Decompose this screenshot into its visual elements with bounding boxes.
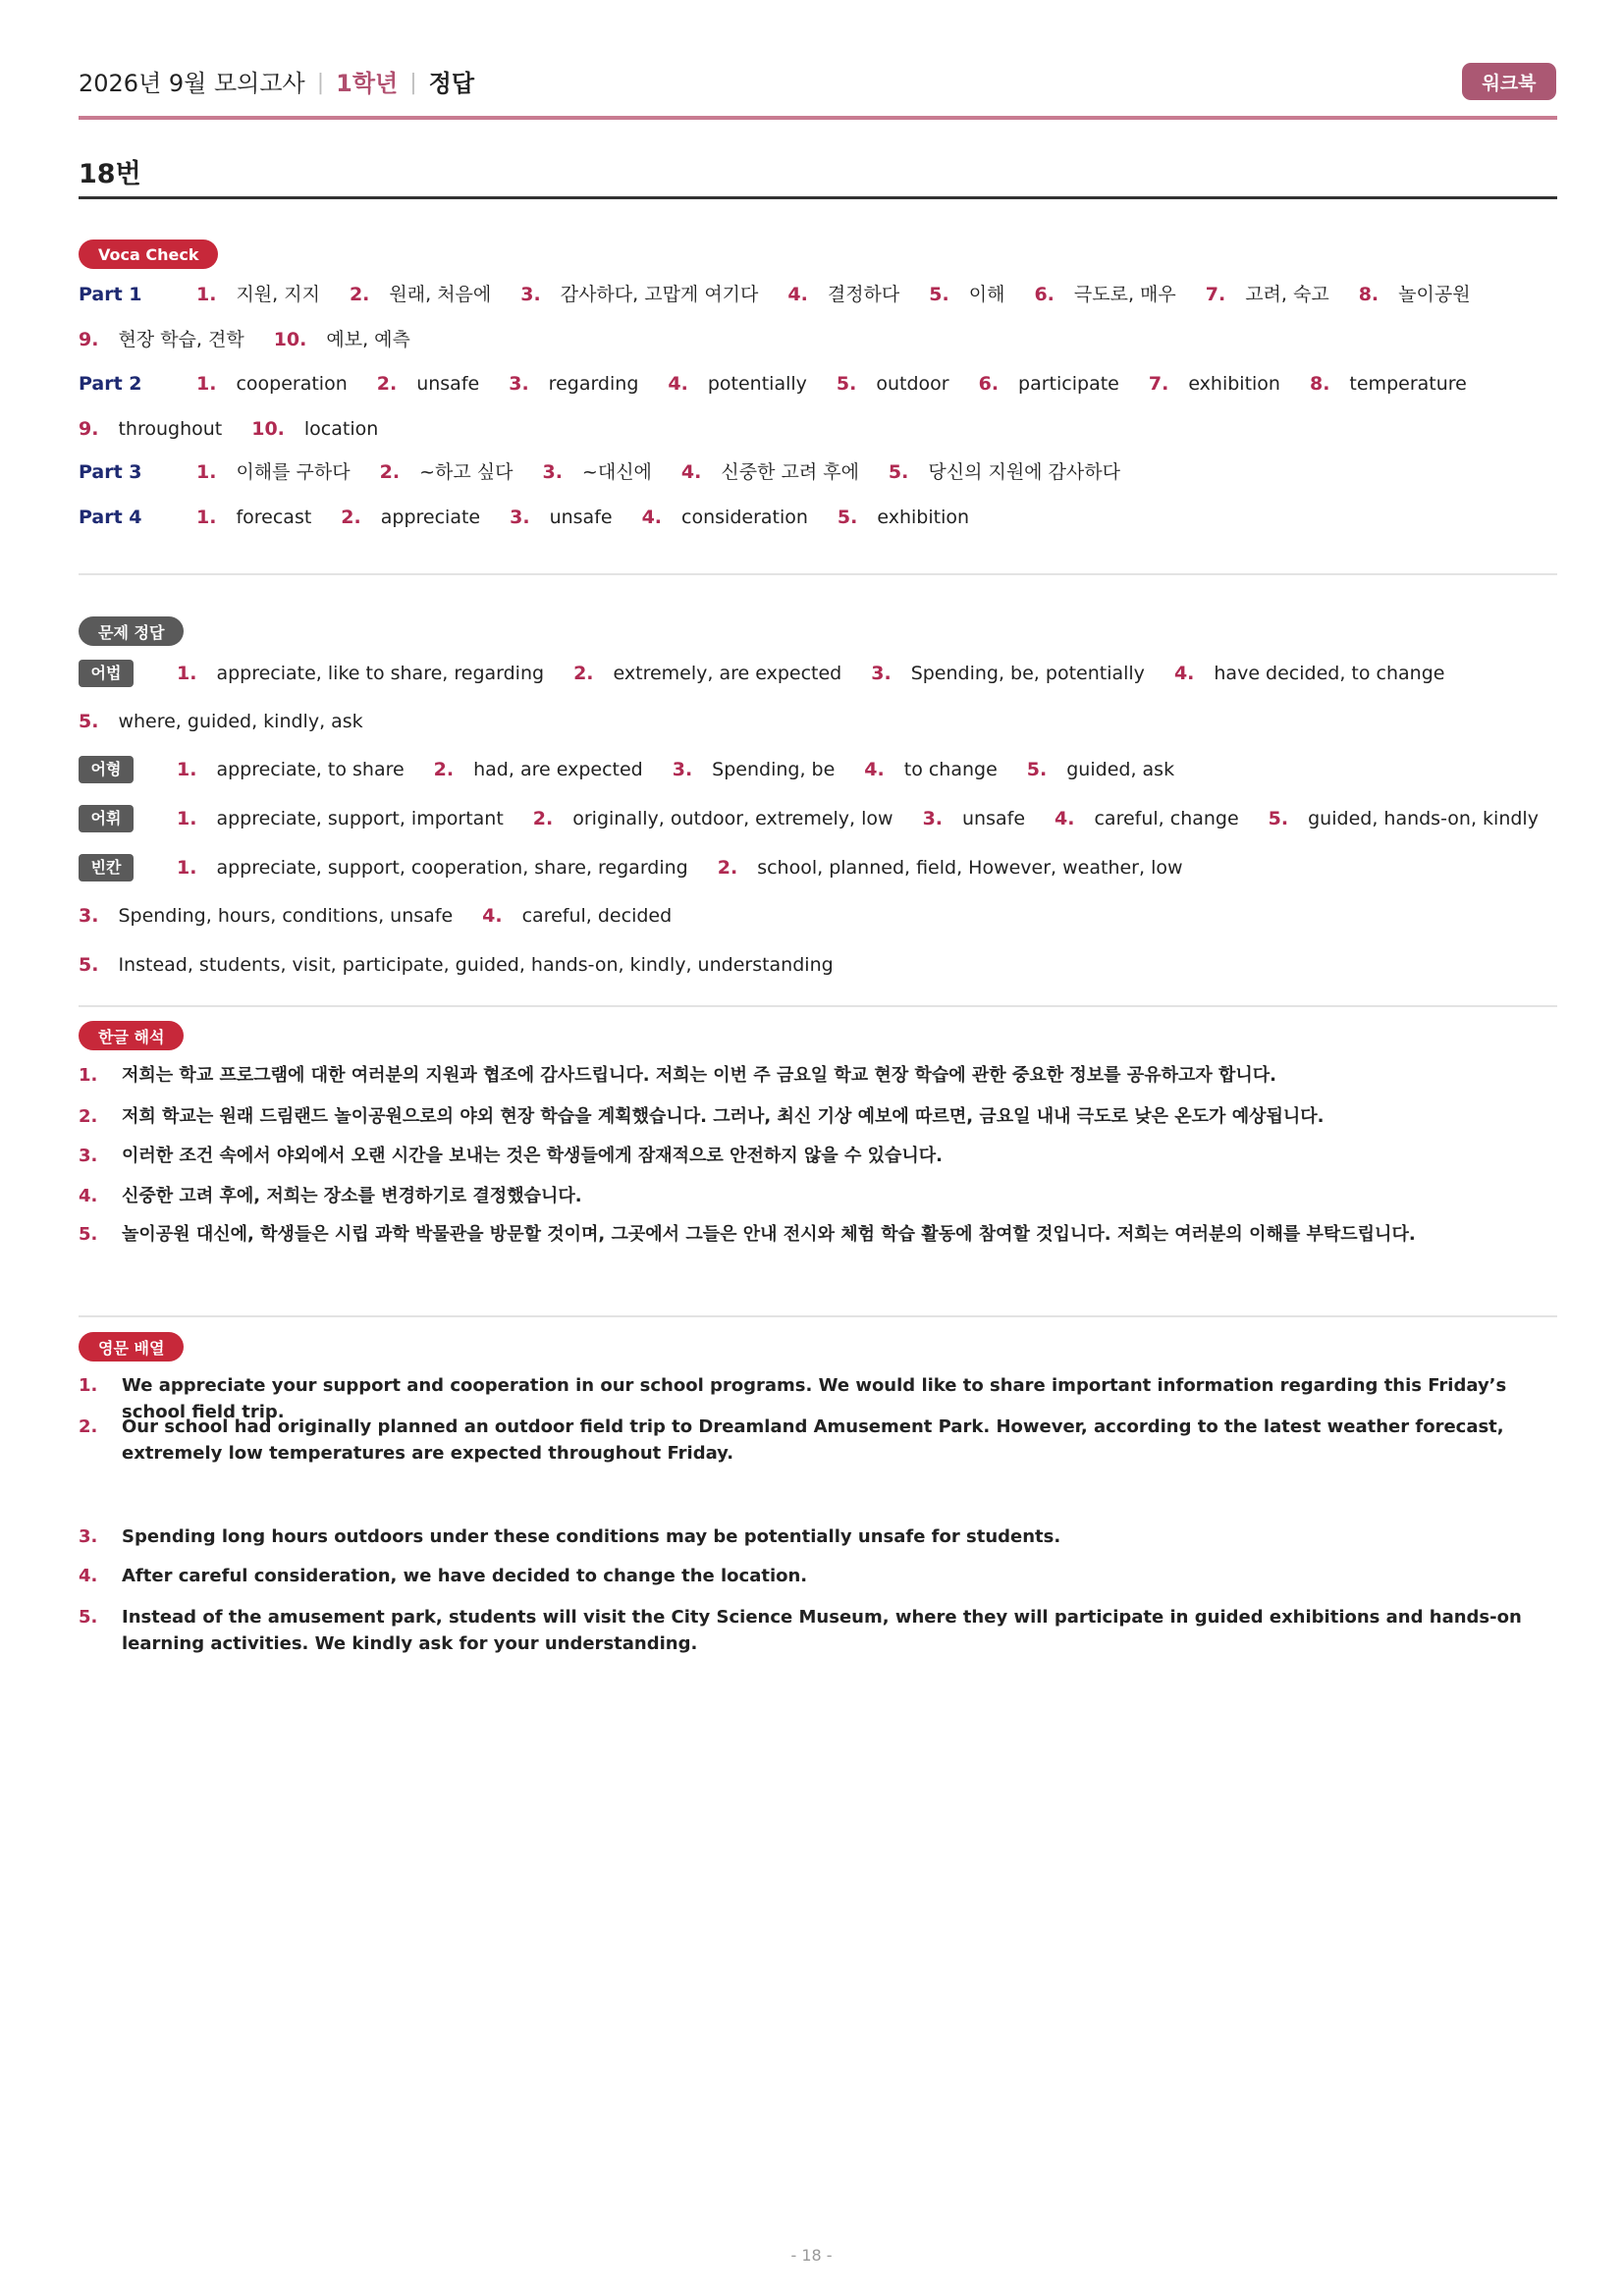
item-text: outdoor	[876, 373, 949, 395]
item-text: 당신의 지원에 감사하다	[928, 461, 1120, 483]
item-text: ~하고 싶다	[419, 461, 514, 483]
item-number: 5.	[79, 954, 99, 976]
item-number: 3.	[79, 905, 99, 927]
item-text: consideration	[681, 507, 808, 528]
item-number: 5.	[836, 373, 857, 395]
sentence-number: 4.	[79, 1186, 98, 1206]
vocab-tag: 어휘	[79, 805, 134, 832]
item-number: 9.	[79, 329, 99, 350]
sentence-number: 4.	[79, 1566, 98, 1586]
korean-sentence	[79, 1183, 1571, 1209]
voca-part1-row-cont	[79, 327, 1561, 352]
item-number: 2.	[717, 857, 738, 879]
sentence-text: 저희는 학교 프로그램에 대한 여러분의 지원과 협조에 감사드립니다. 저희는 이번 주 금요일 학교 현장 학습에 관한 중요한 정보를 공유하고자 합니다.	[122, 1065, 1277, 1086]
voca-part2-row	[79, 371, 1561, 397]
item-text: 이해	[968, 284, 1005, 305]
item-number: 2.	[573, 663, 594, 684]
item-number: 1.	[196, 373, 217, 395]
sentence-text: 이러한 조건 속에서 야외에서 오랜 시간을 보내는 것은 학생들에게 잠재적으로 안전하지 않을 수 있습니다.	[122, 1146, 943, 1166]
header-divider: |	[316, 71, 325, 95]
item-number: 8.	[1309, 373, 1330, 395]
item-text: Spending, hours, conditions, unsafe	[118, 905, 454, 927]
blank-answer-row	[79, 854, 1561, 881]
voca-part4-row	[79, 505, 1561, 530]
item-text: 현장 학습, 견학	[118, 329, 244, 350]
item-text: ~대신에	[581, 461, 652, 483]
answer-label: 정답	[428, 70, 475, 97]
item-text: guided, ask	[1066, 759, 1175, 780]
item-text: 원래, 처음에	[389, 284, 492, 305]
english-arrangement-badge: 영문 배열	[79, 1332, 184, 1362]
grammar-answer-row	[79, 660, 1561, 687]
item-number: 2.	[532, 808, 554, 829]
item-number: 1.	[177, 663, 197, 684]
section-divider	[79, 1005, 1557, 1007]
sentence-number: 1.	[79, 1065, 98, 1086]
item-number: 8.	[1358, 284, 1380, 305]
sentence-number: 3.	[79, 1146, 98, 1166]
item-number: 4.	[668, 373, 688, 395]
item-text: cooperation	[236, 373, 348, 395]
item-text: guided, hands-on, kindly	[1308, 808, 1539, 829]
header-divider-line	[79, 116, 1557, 120]
item-text: 예보, 예측	[326, 329, 410, 350]
item-number: 3.	[520, 284, 541, 305]
item-text: exhibition	[877, 507, 970, 528]
item-number: 1.	[177, 857, 197, 879]
item-number: 6.	[978, 373, 1000, 395]
item-number: 3.	[542, 461, 563, 483]
item-text: have decided, to change	[1214, 663, 1445, 684]
sentence-number: 2.	[79, 1416, 98, 1437]
item-text: unsafe	[962, 808, 1026, 829]
korean-sentence	[79, 1103, 1571, 1130]
item-text: forecast	[236, 507, 312, 528]
item-number: 5.	[929, 284, 949, 305]
sentence-number: 5.	[79, 1224, 98, 1245]
question-divider-line	[79, 196, 1557, 199]
grade-label: 1학년	[336, 70, 399, 97]
part-label: Part 3	[79, 461, 142, 483]
item-text: appreciate, support, important	[216, 808, 504, 829]
item-text: participate	[1018, 373, 1119, 395]
item-text: 놀이공원	[1398, 284, 1471, 305]
item-number: 3.	[509, 373, 529, 395]
item-text: school, planned, field, However, weather, low	[757, 857, 1183, 879]
item-number: 2.	[376, 373, 398, 395]
item-text: Instead, students, visit, participate, guided, hands-on, kindly, understanding	[118, 954, 834, 976]
item-text: location	[303, 418, 379, 440]
item-text: where, guided, kindly, ask	[118, 711, 363, 732]
item-number: 4.	[482, 905, 503, 927]
item-number: 3.	[922, 808, 944, 829]
blank-answer-row-cont	[79, 903, 1561, 929]
item-number: 6.	[1034, 284, 1055, 305]
item-text: careful, change	[1094, 808, 1239, 829]
workbook-button[interactable]: 워크북	[1462, 63, 1556, 100]
sentence-number: 3.	[79, 1526, 98, 1547]
sentence-number: 1.	[79, 1375, 98, 1396]
item-number: 5.	[1026, 759, 1048, 780]
section-divider	[79, 573, 1557, 575]
item-number: 4.	[787, 284, 808, 305]
item-number: 7.	[1148, 373, 1169, 395]
sentence-number: 5.	[79, 1607, 98, 1628]
item-number: 2.	[379, 461, 401, 483]
item-number: 4.	[641, 507, 663, 528]
item-number: 5.	[1268, 808, 1289, 829]
item-number: 10.	[273, 329, 307, 350]
item-number: 3.	[672, 759, 693, 780]
voca-check-badge: Voca Check	[79, 240, 218, 269]
item-number: 1.	[196, 461, 217, 483]
item-text: temperature	[1349, 373, 1467, 395]
item-number: 4.	[680, 461, 702, 483]
grammar-tag: 어법	[79, 660, 134, 687]
item-number: 9.	[79, 418, 99, 440]
sentence-text: 신중한 고려 후에, 저희는 장소를 변경하기로 결정했습니다.	[122, 1186, 582, 1206]
english-sentence	[79, 1523, 1571, 1550]
blank-answer-row-cont2	[79, 952, 1561, 978]
voca-part2-row-cont	[79, 416, 1561, 442]
item-text: exhibition	[1188, 373, 1280, 395]
part-label: Part 2	[79, 373, 142, 395]
item-number: 1.	[196, 284, 217, 305]
voca-part3-row	[79, 459, 1561, 485]
item-number: 2.	[433, 759, 455, 780]
english-sentence	[79, 1414, 1571, 1467]
form-answer-row	[79, 756, 1561, 783]
korean-sentence	[79, 1221, 1571, 1248]
item-text: had, are expected	[473, 759, 643, 780]
item-number: 3.	[510, 507, 530, 528]
korean-sentence	[79, 1062, 1571, 1089]
item-number: 4.	[864, 759, 885, 780]
sentence-text: 놀이공원 대신에, 학생들은 시립 과학 박물관을 방문할 것이며, 그곳에서 그들은 안내 전시와 체험 학습 활동에 참여할 것입니다. 저희는 여러분의 이해를 부탁드립니다.	[122, 1224, 1416, 1245]
sentence-text: We appreciate your support and cooperation in our school programs. We would like to share important information regarding this Friday’s school field trip.	[122, 1375, 1507, 1422]
item-text: unsafe	[549, 507, 613, 528]
item-text: Spending, be	[712, 759, 836, 780]
exam-title: 2026년 9월 모의고사	[79, 70, 305, 97]
item-text: 이해를 구하다	[236, 461, 351, 483]
item-number: 5.	[79, 711, 99, 732]
english-sentence	[79, 1563, 1571, 1589]
form-tag: 어형	[79, 756, 134, 783]
item-number: 2.	[341, 507, 361, 528]
item-number: 1.	[196, 507, 217, 528]
sentence-text: 저희 학교는 원래 드림랜드 놀이공원으로의 야외 현장 학습을 계획했습니다. 그러나, 최신 기상 예보에 따르면, 금요일 내내 극도로 낮은 온도가 예상됩니다.	[122, 1106, 1325, 1127]
item-number: 2.	[349, 284, 370, 305]
answers-badge: 문제 정답	[79, 616, 184, 646]
korean-sentence	[79, 1143, 1571, 1169]
item-text: 감사하다, 고맙게 여기다	[560, 284, 759, 305]
item-text: regarding	[548, 373, 639, 395]
item-text: unsafe	[416, 373, 480, 395]
item-number: 1.	[177, 808, 197, 829]
sentence-text: Spending long hours outdoors under these conditions may be potentially unsafe for students.	[122, 1526, 1061, 1547]
vocab-answer-row	[79, 805, 1561, 832]
item-number: 4.	[1055, 808, 1075, 829]
item-number: 5.	[837, 507, 858, 528]
item-number: 1.	[177, 759, 197, 780]
sentence-text: Our school had originally planned an outdoor field trip to Dreamland Amusement Park. However, according to the latest weather forecast, extremely low temperatures are expected throughout Friday.	[122, 1416, 1504, 1464]
item-text: originally, outdoor, extremely, low	[572, 808, 893, 829]
item-number: 10.	[251, 418, 285, 440]
sentence-number: 2.	[79, 1106, 98, 1127]
item-text: appreciate	[380, 507, 481, 528]
item-text: appreciate, support, cooperation, share, regarding	[216, 857, 688, 879]
item-text: 결정하다	[827, 284, 900, 305]
item-text: throughout	[118, 418, 223, 440]
english-sentence	[79, 1604, 1571, 1657]
page-header	[79, 67, 474, 100]
sentence-text: After careful consideration, we have decided to change the location.	[122, 1566, 808, 1586]
item-text: 신중한 고려 후에	[721, 461, 859, 483]
item-text: 지원, 지지	[236, 284, 320, 305]
korean-translation-badge: 한글 해석	[79, 1021, 184, 1050]
item-number: 5.	[888, 461, 909, 483]
page-number: - 18 -	[790, 2246, 833, 2265]
header-divider: |	[409, 71, 417, 95]
item-text: potentially	[707, 373, 807, 395]
item-text: 극도로, 매우	[1073, 284, 1176, 305]
question-number: 18번	[79, 159, 141, 189]
blank-tag: 빈칸	[79, 854, 134, 881]
part-label: Part 1	[79, 284, 142, 305]
item-number: 4.	[1173, 663, 1195, 684]
sentence-text: Instead of the amusement park, students will visit the City Science Museum, where they will participate in guided exhibitions and hands-on learning activities. We kindly ask for your understanding.	[122, 1607, 1522, 1654]
item-number: 7.	[1205, 284, 1226, 305]
part-label: Part 4	[79, 507, 142, 528]
item-text: to change	[903, 759, 998, 780]
item-text: careful, decided	[521, 905, 673, 927]
section-divider	[79, 1315, 1557, 1317]
item-text: appreciate, like to share, regarding	[216, 663, 545, 684]
item-text: Spending, be, potentially	[910, 663, 1145, 684]
voca-part1-row	[79, 282, 1561, 307]
item-number: 3.	[871, 663, 892, 684]
grammar-answer-row-cont	[79, 709, 1561, 734]
item-text: 고려, 숙고	[1245, 284, 1329, 305]
item-text: extremely, are expected	[613, 663, 842, 684]
item-text: appreciate, to share	[216, 759, 405, 780]
